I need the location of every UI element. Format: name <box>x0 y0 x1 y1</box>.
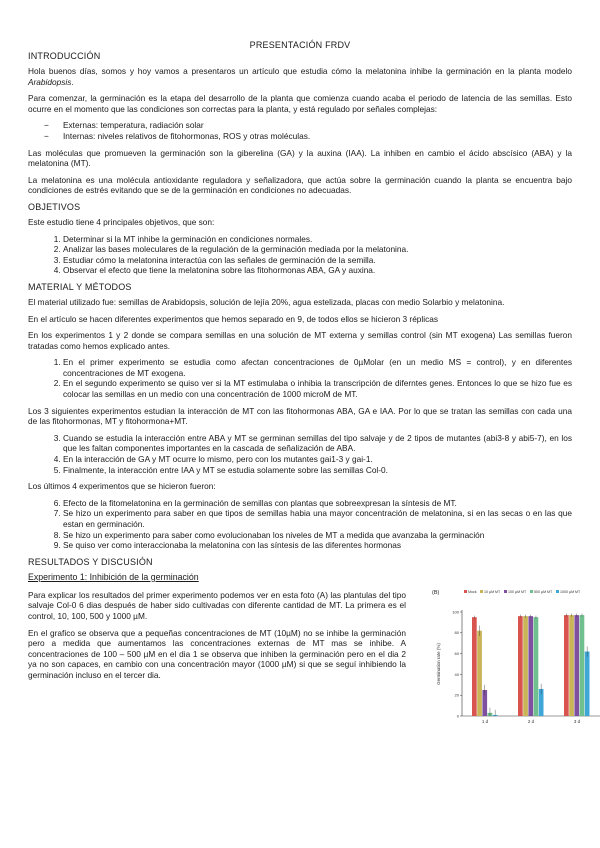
list-item: 2. En el segundo experimento se quiso ver si la MT estimulaba o inhibia la transcripción de diferntes genes. Entonces lo que se hizo fue es colocar las semillas en un medio con una concentración de 1000 microM de MT. <box>63 378 572 399</box>
bar <box>523 616 528 716</box>
legend-swatch <box>530 590 533 593</box>
metodos-paragraph-2: En el artículo se hacen diferentes experimentos que hemos separado en 9, de todos ellos se hicieron 3 réplicas <box>28 313 439 324</box>
germination-rate-chart <box>428 584 600 744</box>
list-item: 5. Finalmente, la interacción entre IAA y MT se estudia solamente sobre las semillas Col-0. <box>63 465 572 476</box>
bar <box>574 615 579 716</box>
y-tick-label: 40 <box>454 671 459 677</box>
section-heading-metodos: MATERIAL Y MÉTODOS <box>28 281 132 292</box>
experiments-list-1 <box>28 357 572 399</box>
legend-swatch <box>464 590 467 593</box>
legend-label: 1000 µM MT <box>560 589 581 594</box>
bar <box>585 651 590 715</box>
x-tick-label: 1 d <box>481 718 489 724</box>
list-item: 6. Efecto de la fitomelatonina en la germinación de semillas con plantas que sobreexpresan la síntesis de MT. <box>63 498 572 509</box>
list-item: 2. Analizar las bases moleculares de la regulación de la germinación mediada por la melatonina. <box>63 244 572 255</box>
list-item: 4. Observar el efecto que tiene la melatonina sobre las fitohormonas ABA, GA y auxina. <box>63 265 572 276</box>
objetivos-intro: Este estudio tiene 4 principales objetivos, que son: <box>28 216 215 227</box>
intro-paragraph-2: Para comenzar, la germinación es la etapa del desarrollo de la planta que comienza cuando acaba el periodo de latencia de las semillas. Esto ocurre en el momento que las condiciones son correctas para la planta, y está regulado por señales complejas: <box>28 93 572 114</box>
results-text <box>28 590 406 681</box>
list-item: 8. Se hizo un experimento para saber como evolucionaban los niveles de MT a medida que avanzaba la germinación <box>63 530 572 541</box>
intro-paragraph-1: Hola buenos días, somos y hoy vamos a presentaros un artículo que estudia cómo la melatonina inhibe la germinación en la planta modelo Arabidopsis. <box>28 66 572 87</box>
section-heading-resultados: RESULTADOS Y DISCUSIÓN <box>28 556 153 567</box>
list-item: 1. En el primer experimento se estudia como afectan concentraciones de 0µMolar (en un medio MS = control), y en diferentes concentraciones de MT exogena. <box>63 357 572 378</box>
intro-paragraph-4: La melatonina es una molécula antioxidante reguladora y señalizadora, que actúa sobre la germinación cuando la planta se encuentra bajo condiciones de estrés evitando que se de la germinación en condiciones no adecuadas. <box>28 174 572 196</box>
bar <box>518 616 523 716</box>
legend-label: 100 µM MT <box>508 589 527 594</box>
experiments-list-2 <box>28 433 572 475</box>
bar <box>569 615 574 716</box>
list-item: 3. Cuando se estudia la interacción entre ABA y MT se germinan semillas del tipo salvaje y de 2 tipos de mutantes (abi3-8 y abi5-7), en los que les faltan componentes importantes en la cascada de señalización de ABA. <box>63 433 572 454</box>
results-paragraph-2: En el grafico se observa que a pequeñas concentraciones de MT (10µM) no se inhibe la germinación pero a medida que aumentamos las concentraciones externas de MT mas se inhibe. A concentraciones de 100 – 500 µM en el dia 1 se observa que inhiben la germinación pero en el dia 2 ya no son capaces, en cambio con una concentración mayor (1000 µM) si que se seguí inhibiendo la germinación incluso en el tercer dia. <box>28 627 406 680</box>
y-tick-label: 60 <box>454 650 459 656</box>
bar <box>472 617 477 716</box>
list-item: 3. Estudiar cómo la melatonina interactúa con las señales de germinación de la semilla. <box>63 255 572 266</box>
experiment-1-title: Experimento 1: Inhibición de la germinación <box>28 571 199 582</box>
x-tick-label: 2 d <box>527 718 535 724</box>
metodos-paragraph-5: Los últimos 4 experimentos que se hicieron fueron: <box>28 481 216 492</box>
legend-swatch <box>480 590 483 593</box>
legend-swatch <box>504 590 507 593</box>
bar <box>528 616 533 716</box>
list-item: 9. Se quiso ver como interaccionaba la melatonina con las síntesis de las diferentes hormonas <box>63 540 572 551</box>
results-paragraph-1: Para explicar los resultados del primer experimento podemos ver en esta foto (A) las plantulas del tipo salvaje Col-0 6 dias después de haber sido cultivadas con diferente cantidad de MT. La primera es el control, 10, 100, 500 y 1000 µM. <box>28 589 406 621</box>
objetivos-list <box>28 234 572 276</box>
bar <box>534 617 539 716</box>
x-tick-label: 3 d <box>573 718 581 724</box>
list-item: 1. Determinar si la MT inhibe la germinación en condiciones normales. <box>63 234 572 245</box>
results-block <box>28 589 581 724</box>
list-item: − Internas: niveles relativos de fitohormonas, ROS y otras moléculas. <box>63 131 572 142</box>
bar <box>580 615 585 716</box>
document-title: PRESENTACIÓN FRDV <box>249 40 351 50</box>
section-heading-introduccion: INTRODUCCIÓN <box>28 51 101 61</box>
legend-label: 500 µM MT <box>534 589 553 594</box>
metodos-paragraph-4: Los 3 siguientes experimentos estudian la interacción de MT con las fitohormonas ABA, GA e IAA. Por lo que se tratan las semillas con cada una de las fitohormonas, MT y fitohormona+MT. <box>28 405 572 427</box>
y-tick-label: 20 <box>454 692 459 698</box>
y-tick-label: 100 <box>452 609 459 615</box>
section-heading-objetivos: OBJETIVOS <box>28 201 81 212</box>
y-tick-label: 0 <box>456 713 459 719</box>
intro-bullet-list <box>28 120 572 141</box>
legend-swatch <box>556 590 559 593</box>
metodos-paragraph-3: En los experimentos 1 y 2 donde se compara semillas en una solución de MT externa y semillas control (sin MT exogena) Las semillas fueron tratadas como hemos explicado antes. <box>28 330 572 351</box>
legend-label: 10 µM MT <box>484 589 501 594</box>
legend-label: Mock <box>468 589 477 594</box>
y-tick-label: 80 <box>454 629 459 635</box>
metodos-paragraph-1: El material utilizado fue: semillas de Arabidopsis, solución de lejía 20%, agua estelizada, placas con medio Solarbio y melatonina. <box>28 296 505 307</box>
bar <box>477 631 482 716</box>
y-axis-label: Germination rate (%) <box>436 642 441 685</box>
chart-panel-label: (B) <box>432 589 440 596</box>
bar <box>564 615 569 716</box>
list-item: 4. En la interacción de GA y MT ocurre lo mismo, pero con los mutantes gai1-3 y gai-1. <box>63 454 572 465</box>
list-item: 7. Se hizo un experimento para saber en que tipos de semillas habia una mayor concentración de melatonina, si en las secas o en las que estan en germinación. <box>63 508 572 529</box>
intro-paragraph-3: Las moléculas que promueven la germinación son la giberelina (GA) y la auxina (IAA). La inhiben en cambio el ácido abscísico (ABA) y la melatonina (MT). <box>28 147 572 169</box>
list-item: − Externas: temperatura, radiación solar <box>63 120 572 131</box>
experiments-list-3 <box>28 498 572 551</box>
